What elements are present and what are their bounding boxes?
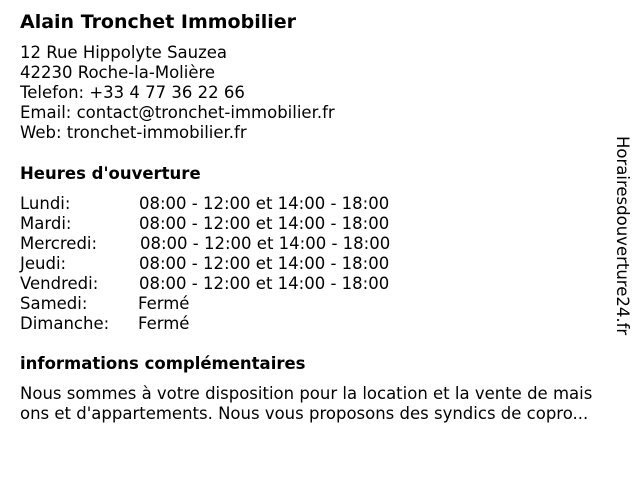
info-heading: informations complémentaires (20, 354, 306, 373)
hours-row-mardi (20, 214, 440, 234)
hours-time: 08:00 - 12:00 et 14:00 - 18:00 (140, 234, 391, 253)
hours-row-mercredi (20, 234, 440, 254)
hours-row-dimanche (20, 314, 440, 334)
site-watermark: Horairesdouverture24.fr (613, 136, 632, 336)
hours-day: Mardi: (20, 214, 72, 233)
business-name: Alain Tronchet Immobilier (20, 11, 297, 33)
hours-day: Samedi: (20, 294, 88, 313)
hours-time: 08:00 - 12:00 et 14:00 - 18:00 (139, 214, 390, 233)
hours-row-jeudi (20, 254, 440, 274)
hours-day: Vendredi: (20, 274, 99, 293)
description-line: Nous sommes à votre disposition pour la location et la vente de mais (20, 384, 593, 403)
description-line: ons et d'appartements. Nous vous proposons des syndics de copro... (20, 404, 589, 423)
hours-day: Dimanche: (20, 314, 110, 333)
info-description (20, 384, 626, 424)
hours-day: Jeudi: (20, 254, 67, 273)
hours-time: Fermé (138, 314, 190, 333)
hours-day: Lundi: (20, 194, 71, 213)
opening-hours-list (20, 194, 440, 334)
email-line: Email: contact@tronchet-immobilier.fr (20, 103, 335, 122)
address-city: 42230 Roche-la-Molière (20, 63, 216, 82)
phone-line: Telefon: +33 4 77 36 22 66 (20, 83, 245, 102)
hours-day: Mercredi: (20, 234, 98, 253)
hours-heading: Heures d'ouverture (20, 164, 201, 183)
hours-time: 08:00 - 12:00 et 14:00 - 18:00 (139, 194, 390, 213)
hours-time: Fermé (138, 294, 190, 313)
hours-row-samedi (20, 294, 440, 314)
contact-block (20, 43, 335, 143)
web-line: Web: tronchet-immobilier.fr (20, 123, 247, 142)
hours-row-vendredi (20, 274, 440, 294)
hours-time: 08:00 - 12:00 et 14:00 - 18:00 (139, 254, 390, 273)
address-street: 12 Rue Hippolyte Sauzea (20, 43, 228, 62)
hours-row-lundi (20, 194, 440, 214)
hours-time: 08:00 - 12:00 et 14:00 - 18:00 (139, 274, 390, 293)
